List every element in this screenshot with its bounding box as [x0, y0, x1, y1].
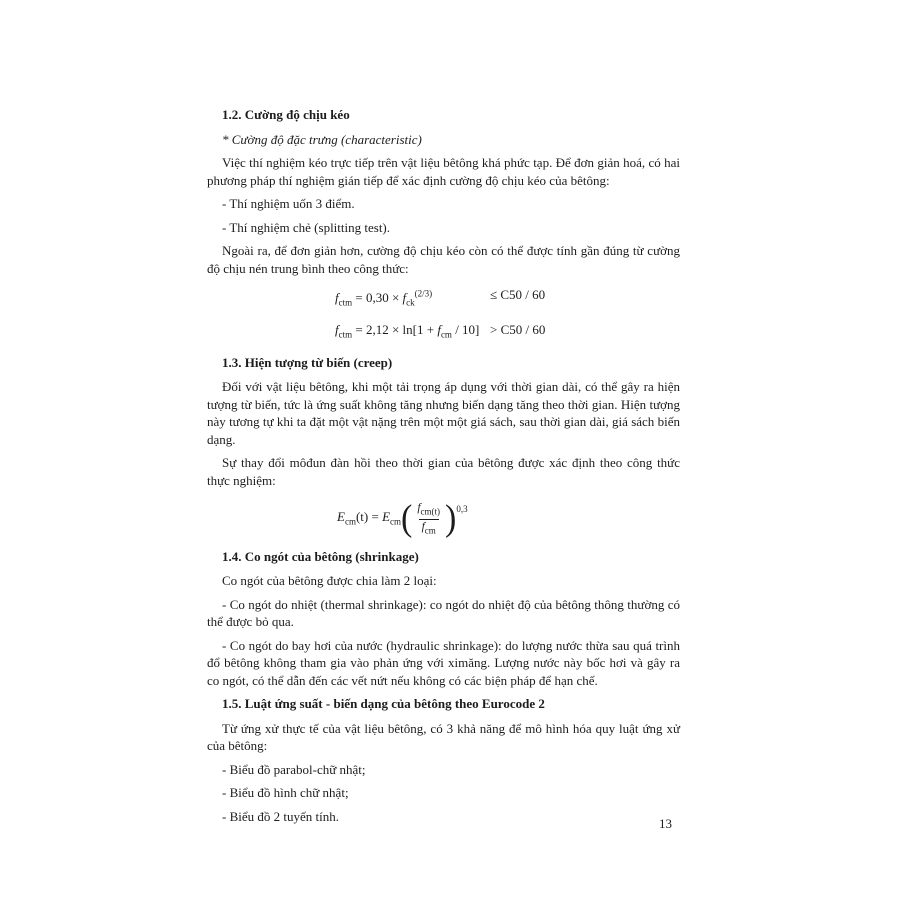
formula-subscript: cm: [344, 516, 356, 527]
section-1-4: [207, 548, 680, 690]
paragraph: Co ngót của bêtông được chia làm 2 loại:: [222, 573, 437, 589]
formula-superscript: (2/3): [414, 289, 433, 299]
formula-equation: [337, 498, 468, 540]
formula-variable: f: [421, 521, 425, 534]
section-heading: 1.5. Luật ứng suất - biến dạng của bêtông theo Eurocode 2: [222, 696, 545, 712]
paragraph: Đối với vật liệu bêtông, khi một tải trọng áp dụng với thời gian dài, có thể gây ra hiện tượng từ biến, tức là ứng suất không tăng nhưng biến dạng tăng theo thời gian. Hiện tượng này tương tự khi ta đặt một vật nặng trên một một giá sách, sau thời gian dài, giá sách biến dạng.: [207, 379, 680, 447]
formula-subscript: cm: [424, 525, 436, 536]
formula-subscript: ctm: [338, 330, 353, 341]
page-content: [207, 106, 680, 831]
paragraph: Ngoài ra, để đơn giản hơn, cường độ chịu kéo còn có thể được tính gần đúng từ cường độ chịu nén trung bình theo công thức:: [207, 243, 680, 276]
formula-equation: [335, 322, 480, 341]
formula-operator: = 0,30 ×: [352, 290, 403, 306]
formula-tensile-strength-2: [207, 321, 680, 344]
list-item: - Biểu đồ 2 tuyến tính.: [222, 808, 339, 824]
section-1-2: [207, 106, 680, 345]
formula-variable: E: [337, 508, 345, 524]
close-paren: ): [445, 498, 457, 540]
formula-lhs: [337, 508, 401, 531]
open-paren: (: [401, 498, 413, 540]
list-item: - Biểu đồ parabol-chữ nhật;: [222, 761, 366, 777]
characteristic-note: * Cường độ đặc trưng (characteristic): [222, 131, 422, 147]
paragraph: Sự thay đổi môđun đàn hồi theo thời gian của bêtông được xác định theo công thức thực nghiệm:: [207, 455, 680, 488]
formula-operator: (t) =: [355, 508, 383, 524]
list-item: - Co ngót do nhiệt (thermal shrinkage): co ngót do nhiệt độ của bêtông thông thường có thể được bỏ qua.: [207, 596, 680, 630]
formula-variable: f: [335, 290, 339, 306]
section-1-5: [207, 695, 680, 825]
formula-variable: E: [382, 508, 391, 524]
list-item: - Thí nghiệm chẻ (splitting test).: [222, 219, 391, 235]
formula-tensile-strength-1: [207, 286, 680, 312]
formula-variable: f: [402, 290, 407, 306]
section-heading: 1.2. Cường độ chịu kéo: [222, 107, 350, 122]
paragraph: Từ ứng xử thực tế của vật liệu bêtông, có 3 khả năng để mô hình hóa quy luật ứng xử của bêtông:: [207, 720, 680, 754]
formula-fraction: [414, 501, 443, 538]
list-item: - Co ngót do bay hơi của nước (hydraulic shrinkage): do lượng nước thừa sau quá trình đổ bêtông không tham gia vào phản ứng với ximăng. Lượng nước này bốc hơi và gây ra co ngót, có thể dẫn đến các vết nứt nếu không có các biện pháp để hạn chế.: [207, 637, 680, 688]
formula-equation: [335, 289, 433, 308]
list-item: - Thí nghiệm uốn 3 điểm.: [222, 196, 355, 211]
formula-subscript: ctm: [338, 297, 353, 308]
formula-operator: = 2,12 × ln[1 +: [352, 322, 438, 338]
page-number: 13: [659, 816, 672, 831]
formula-operator: / 10]: [451, 322, 480, 338]
formula-subscript: cm: [440, 330, 452, 341]
list-item: - Biểu đồ hình chữ nhật;: [222, 785, 349, 801]
fraction-numerator: [414, 501, 443, 519]
formula-variable: f: [335, 322, 339, 338]
section-heading: 1.4. Co ngót của bêtông (shrinkage): [222, 548, 419, 564]
formula-condition: > C50 / 60: [490, 322, 546, 338]
formula-creep-modulus: [207, 498, 680, 540]
formula-subscript: cm(t): [420, 506, 441, 517]
section-1-3: [207, 354, 680, 538]
formula-subscript: cm: [390, 516, 402, 527]
formula-condition: ≤ C50 / 60: [490, 287, 546, 302]
paragraph: Việc thí nghiệm kéo trực tiếp trên vật liệu bêtông khá phức tạp. Để đơn giản hoá, có hai phương pháp thí nghiệm gián tiếp để xác định cường độ chịu kéo của bêtông:: [207, 155, 680, 188]
formula-variable: f: [417, 502, 421, 515]
formula-variable: f: [437, 322, 441, 338]
fraction-denominator: [419, 519, 439, 537]
section-heading: 1.3. Hiện tượng từ biến (creep): [222, 354, 393, 370]
formula-exponent: 0,3: [456, 504, 468, 515]
formula-subscript: ck: [406, 297, 415, 308]
